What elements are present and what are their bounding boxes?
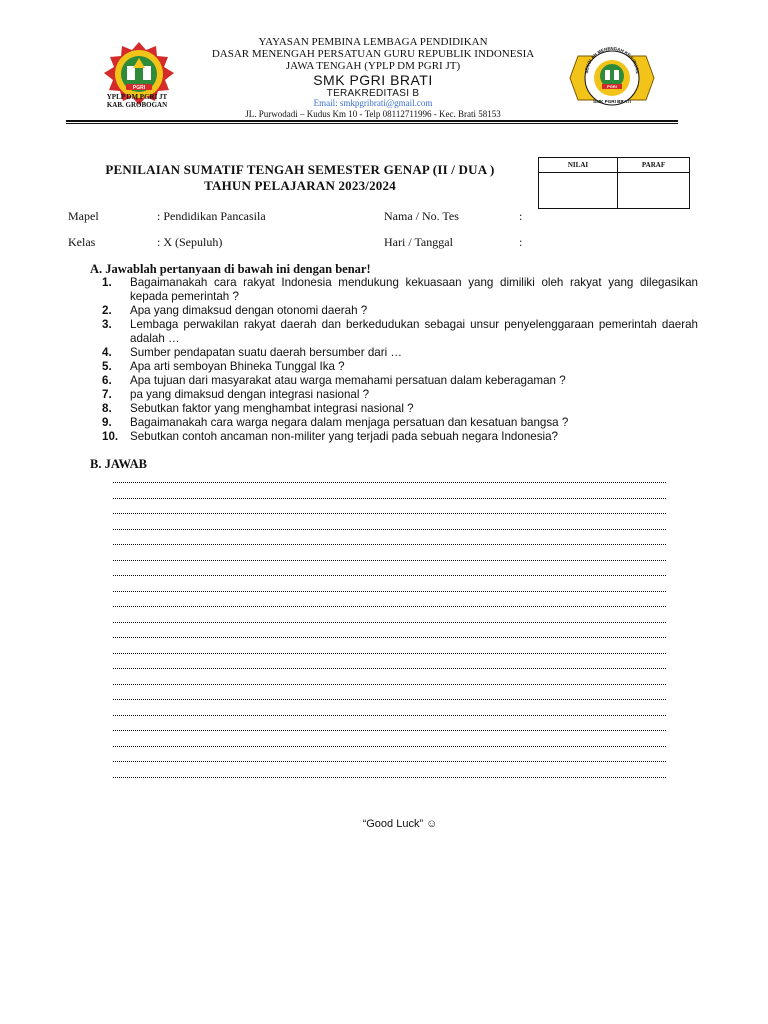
school-email: Email: smkpgribrati@gmail.com <box>313 98 433 108</box>
question-item <box>102 276 698 304</box>
school-address: JL. Purwodadi – Kudus Km 10 - Telp 08112711996 - Kec. Brati 58153 <box>245 109 501 119</box>
question-text: Bagaimanakah cara warga negara dalam menjaga persatuan dan kesatuan bangsa ? <box>130 416 569 429</box>
question-item <box>102 346 698 360</box>
question-item <box>102 388 698 402</box>
nama-label: Nama / No. Tes <box>384 209 459 223</box>
mapel-value: : Pendidikan Pancasila <box>157 209 266 223</box>
question-item <box>102 318 698 346</box>
logo-caption-grobogan: KAB. GROBOGAN <box>106 101 168 109</box>
question-text: Lembaga perwakilan rakyat daerah dan berkedudukan sebagai unsur penyelenggaraan pemerintah daerah adalah … <box>130 318 698 345</box>
smk-pgri-brati-seal <box>568 46 656 110</box>
answer-line <box>113 777 666 778</box>
question-text: Apa arti semboyan Bhineka Tunggal Ika ? <box>130 360 345 373</box>
question-number: 7. <box>102 388 112 401</box>
question-number: 1. <box>102 276 112 289</box>
foundation-name: YAYASAN PEMBINA LEMBAGA PENDIDIKAN <box>258 36 488 48</box>
question-number: 2. <box>102 304 112 317</box>
question-item <box>102 304 698 318</box>
exam-title: PENILAIAN SUMATIF TENGAH SEMESTER GENAP (II / DUA ) <box>105 162 495 177</box>
answer-line <box>113 730 666 731</box>
question-number: 4. <box>102 346 112 359</box>
good-luck-closing: “Good Luck” ☺ <box>362 818 438 830</box>
grade-box <box>538 157 690 209</box>
section-b-heading: B. JAWAB <box>90 457 147 471</box>
answer-line <box>113 637 666 638</box>
hari-tanggal-colon: : <box>519 235 523 249</box>
school-name: SMK PGRI BRATI <box>313 72 433 88</box>
question-item <box>102 374 698 388</box>
answer-line <box>113 560 666 561</box>
answer-line <box>113 544 666 545</box>
question-number: 5. <box>102 360 112 373</box>
answer-line <box>113 622 666 623</box>
question-number: 10. <box>102 430 119 443</box>
seal-inner-text: PGRI <box>607 84 617 89</box>
paraf-header: PARAF <box>641 161 666 169</box>
answer-line <box>113 575 666 576</box>
answer-line <box>113 513 666 514</box>
kelas-value: : X (Sepuluh) <box>157 235 223 249</box>
letterhead-rule-thick <box>66 120 678 122</box>
answer-line <box>113 591 666 592</box>
region-name: JAWA TENGAH (YPLP DM PGRI JT) <box>285 60 461 72</box>
answer-line <box>113 482 666 483</box>
question-number: 9. <box>102 416 112 429</box>
answer-line <box>113 715 666 716</box>
question-item <box>102 416 698 430</box>
answer-line <box>113 668 666 669</box>
letterhead-rule-thin <box>66 123 678 124</box>
question-text: Sumber pendapatan suatu daerah bersumber dari … <box>130 346 402 359</box>
mapel-label: Mapel <box>68 209 99 223</box>
seal-ring-text: SEKOLAH MENENGAH KEJURUAN <box>583 46 641 74</box>
question-item <box>102 360 698 374</box>
answer-line <box>113 684 666 685</box>
answer-line <box>113 746 666 747</box>
seal-caption: SMK PGRI BRATI <box>593 99 631 104</box>
council-name: DASAR MENENGAH PERSATUAN GURU REPUBLIK INDONESIA <box>211 48 535 60</box>
kelas-label: Kelas <box>68 235 96 249</box>
question-text: pa yang dimaksud dengan integrasi nasional ? <box>130 388 370 401</box>
question-item <box>102 430 698 444</box>
question-text: Sebutkan faktor yang menghambat integrasi nasional ? <box>130 402 414 415</box>
nilai-header: NILAI <box>567 161 589 169</box>
exam-year: TAHUN PELAJARAN 2023/2024 <box>204 178 396 193</box>
question-text: Apa tujuan dari masyarakat atau warga memahami persatuan dalam keberagaman ? <box>130 374 566 387</box>
grade-box-divider-v <box>617 158 618 208</box>
grade-box-divider-h <box>539 172 689 173</box>
question-text: Bagaimanakah cara rakyat Indonesia mendukung kekuasaan yang dimiliki oleh rakyat yang dilegasikan kepada pemerintah ? <box>130 276 698 303</box>
logo-caption-yplp: YPLP DM PGRI JT <box>106 93 168 101</box>
answer-line <box>113 699 666 700</box>
answer-line <box>113 529 666 530</box>
question-number: 3. <box>102 318 112 331</box>
answer-line <box>113 761 666 762</box>
section-a-heading: A. Jawablah pertanyaan di bawah ini dengan benar! <box>90 262 371 276</box>
answer-line <box>113 498 666 499</box>
question-text: Sebutkan contoh ancaman non-militer yang terjadi pada sebuah negara Indonesia? <box>130 430 558 443</box>
question-number: 8. <box>102 402 112 415</box>
logo-emblem-text: PGRI <box>132 85 146 91</box>
nama-colon: : <box>519 209 523 223</box>
question-number: 6. <box>102 374 112 387</box>
answer-line <box>113 606 666 607</box>
question-item <box>102 402 698 416</box>
answer-line <box>113 653 666 654</box>
accreditation-status: TERAKREDITASI B <box>326 88 420 99</box>
question-text: Apa yang dimaksud dengan otonomi daerah ? <box>130 304 368 317</box>
hari-tanggal-label: Hari / Tanggal <box>384 235 453 249</box>
